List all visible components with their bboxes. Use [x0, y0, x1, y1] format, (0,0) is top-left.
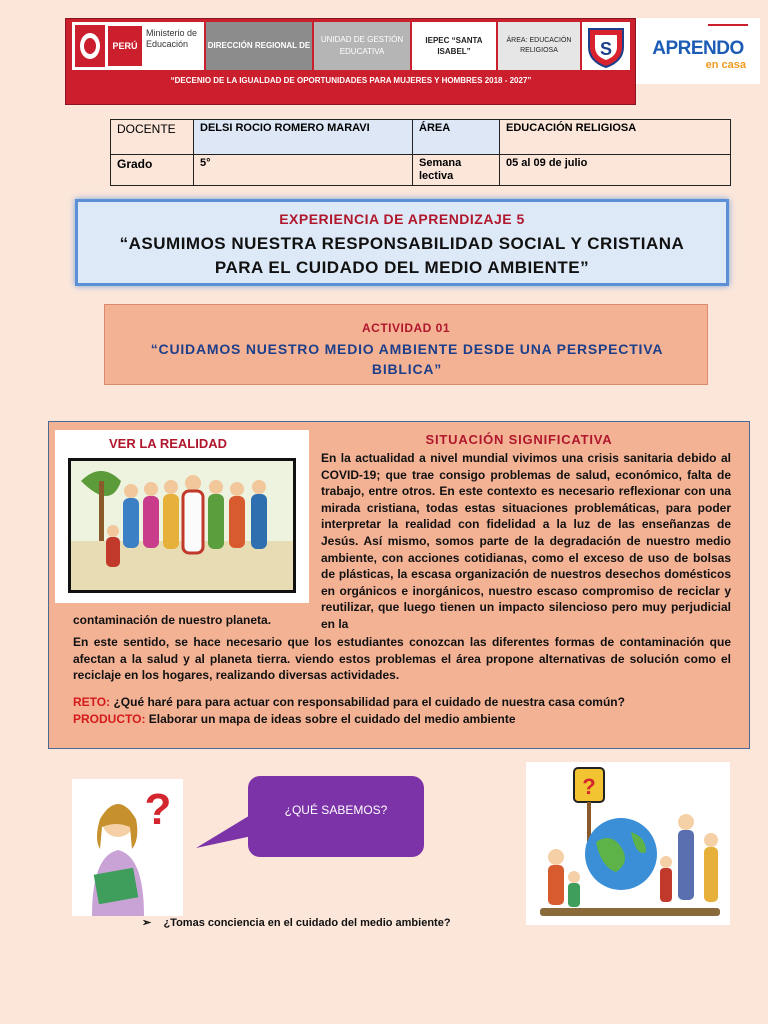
reto-text: ¿Qué haré para para actuar con responsabilidad para el cuidado de nuestra casa común? [110, 695, 625, 709]
area-label: ÁREA: EDUCACIÓN RELIGIOSA [498, 22, 580, 70]
ver-la-realidad-title: VER LA REALIDAD [109, 436, 227, 451]
peru-label: PERÚ [108, 26, 142, 66]
reto-label: RETO: [73, 695, 111, 709]
aprendo-en-casa-logo [636, 18, 760, 84]
info-table [110, 119, 731, 186]
ver-la-realidad-panel [55, 430, 309, 603]
peru-shield-icon [75, 25, 105, 67]
grado-label: Grado [111, 155, 194, 186]
school-name: IEPEC “SANTA ISABEL” [412, 22, 496, 70]
table-row [111, 120, 731, 155]
ugel-label: UNIDAD DE GESTIÓN EDUCATIVA [314, 22, 410, 70]
decenio-motto: “DECENIO DE LA IGUALDAD DE OPORTUNIDADES PARA MUJERES Y HOMBRES 2018 - 2027” [170, 76, 532, 85]
situation-paragraph-2: contaminación de nuestro planeta. [73, 613, 272, 627]
jesus-with-people-illustration [68, 458, 296, 593]
experience-box [75, 199, 729, 286]
svg-text:S: S [599, 39, 613, 59]
situation-paragraph-1: En la actualidad a nivel mundial vivimos una crisis sanitaria debido al COVID-19; que trae consigo problemas de salud, económico, falta de trabajo, entre otros. En este contexto es necesario reflexionar con una mirada cristiana, todas estas situaciones problemáticas, para poder interpretar la realidad con fidelidad a la luz de las enseñanzas de Jesús. Así mismo, somos parte de la degradación de nuestro medio ambiente, con acciones cotidianas, como el exceso de uso de bolsas de plásticas, la escasa organización de nuestros desechos domésticos en orgánicos e inorgánicos, nuestro escaso compromiso de reciclar y reutilizar, que luego tienen un impacto silencioso pero muy perjudicial en la [321, 451, 731, 631]
activity-number: ACTIVIDAD 01 [361, 321, 450, 335]
dre-label: DIRECCIÓN REGIONAL DE [206, 22, 312, 70]
area-value: EDUCACIÓN RELIGIOSA [500, 120, 731, 155]
reto-line [73, 695, 731, 709]
situation-paragraph-3: En este sentido, se hace necesario que los estudiantes conozcan las diferentes formas de contaminación que afectan a la salud y al planeta tierra. viendo estos problemas el área propone alternativas de solución como el reciclaje en los hogares, realizando diversas actividades. [73, 635, 731, 683]
bullet-arrow-icon: ➢ [142, 917, 152, 929]
que-sabemos-bubble: ¿QUÉ SABEMOS? [248, 776, 424, 857]
situation-box [48, 421, 750, 749]
question-text: ¿Tomas conciencia en el cuidado del medio ambiente? [163, 917, 451, 929]
header-banner [65, 18, 636, 105]
globe-people-illustration [526, 762, 730, 925]
situation-title: SITUACIÓN SIGNIFICATIVA [425, 432, 613, 447]
experience-title: “ASUMIMOS NUESTRA RESPONSABILIDAD SOCIAL Y CRISTIANA PARA EL CUIDADO DEL MEDIO AMBIENTE” [119, 234, 685, 277]
producto-text: Elaborar un mapa de ideas sobre el cuidado del medio ambiente [145, 712, 516, 726]
teacher-question-illustration [72, 779, 183, 916]
area-label: ÁREA [413, 120, 500, 155]
aprendo-top-line [708, 24, 748, 34]
producto-label: PRODUCTO: [73, 712, 146, 726]
aprendo-title: APRENDO [652, 38, 744, 59]
semana-value: 05 al 09 de julio [500, 155, 731, 186]
speech-bubble-tail [196, 810, 256, 854]
docente-value: DELSI ROCIO ROMERO MARAVI [194, 120, 413, 155]
docente-label: DOCENTE [111, 120, 194, 155]
school-shield-icon [582, 22, 630, 70]
ministry-name: Ministerio de Educación [146, 28, 198, 49]
ministry-logo [72, 22, 204, 70]
producto-line [73, 712, 731, 726]
semana-label: Semana lectiva [413, 155, 500, 186]
grado-value: 5° [194, 155, 413, 186]
experience-number: EXPERIENCIA DE APRENDIZAJE 5 [279, 211, 525, 227]
aprendo-subtitle: en casa [705, 59, 746, 71]
activity-box [104, 304, 708, 385]
svg-text:?: ? [582, 774, 596, 799]
svg-text:?: ? [144, 785, 172, 834]
activity-title: “CUIDAMOS NUESTRO MEDIO AMBIENTE DESDE UNA PERSPECTIVA BIBLICA” [150, 341, 664, 377]
bullet-question [142, 916, 451, 929]
table-row [111, 155, 731, 186]
